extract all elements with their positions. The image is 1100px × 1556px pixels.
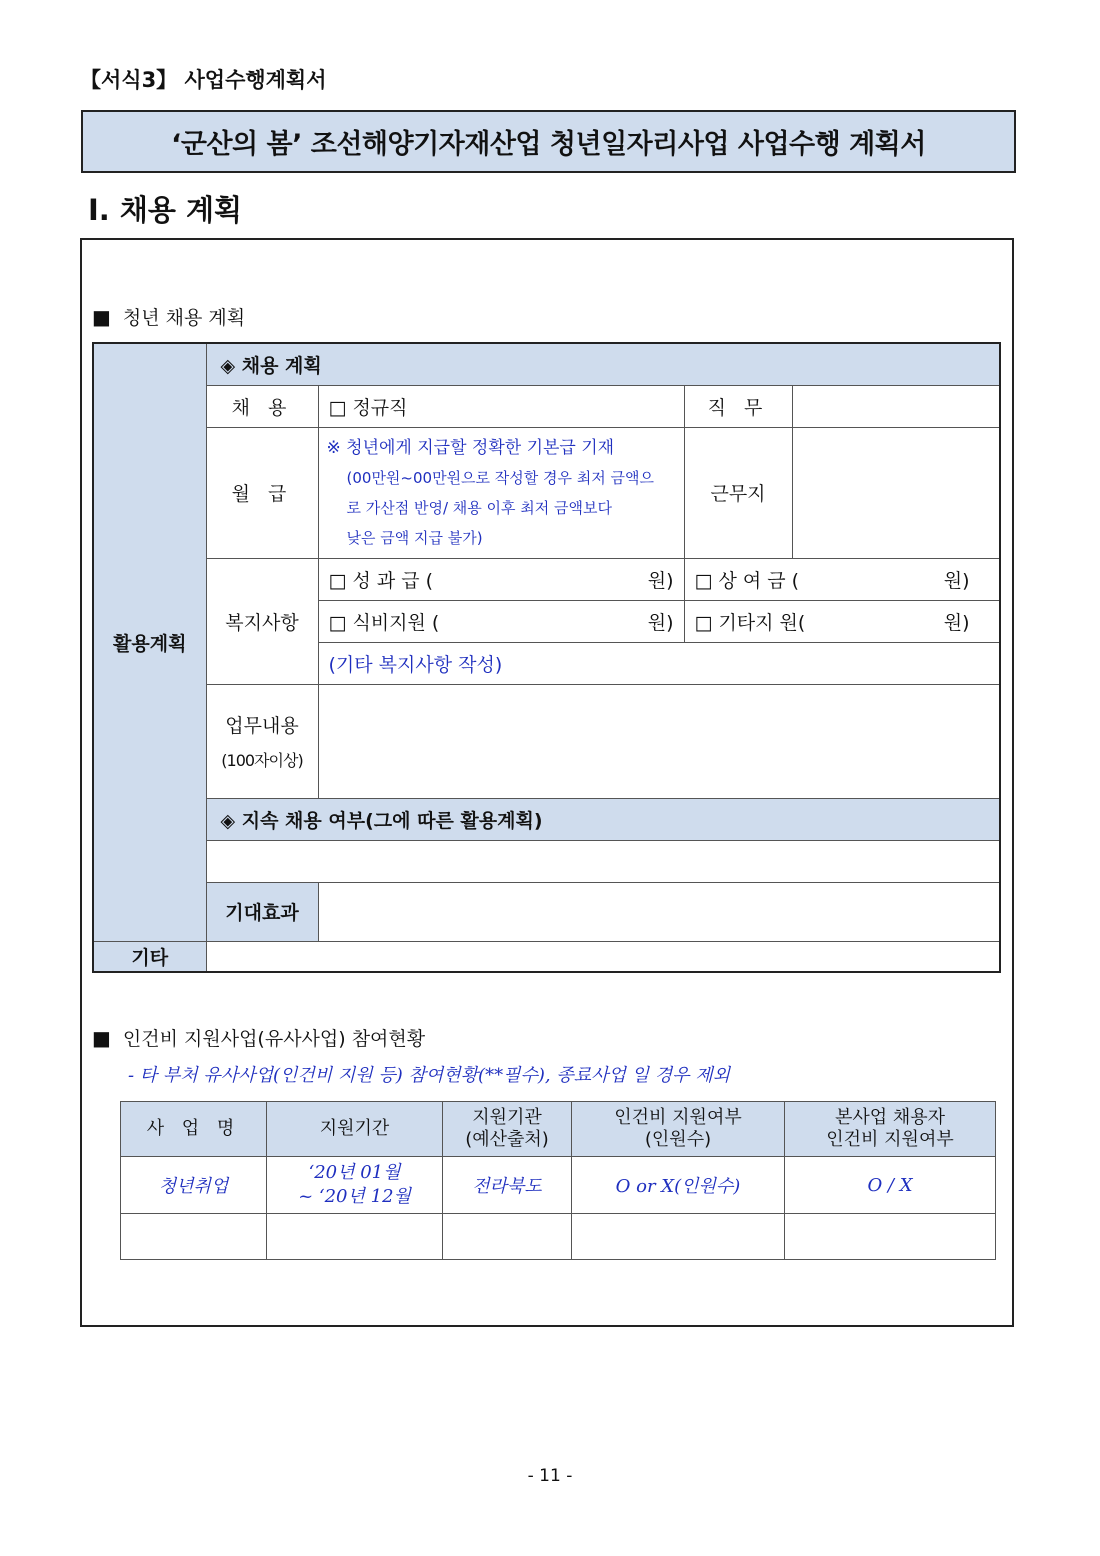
support-subheading-text: 인건비 지원사업(유사사업) 참여현황 xyxy=(122,1028,426,1050)
example-period[interactable] xyxy=(267,1157,443,1214)
header-agency xyxy=(443,1102,572,1157)
continued-hiring-header: ◈ 지속 채용 여부(그에 따른 활용계획) xyxy=(206,798,1000,840)
duties-sub-label: (100자이상) xyxy=(221,751,303,770)
header-line: 지원기관 xyxy=(472,1107,542,1128)
header-this-project xyxy=(785,1102,996,1157)
empty-cell[interactable] xyxy=(267,1214,443,1260)
permanent-option: 정규직 xyxy=(352,396,408,419)
empty-cell[interactable] xyxy=(443,1214,572,1260)
expected-effect-label: 기대효과 xyxy=(206,882,318,941)
welfare-label-text: 상 여 금 ( xyxy=(718,569,800,592)
salary-note-line: 낮은 금액 지급 불가) xyxy=(346,528,483,547)
page-number: - 11 - xyxy=(527,1466,573,1486)
etc-label: 기타 xyxy=(93,941,206,972)
example-labor-support[interactable]: O or X(인원수) xyxy=(572,1157,785,1214)
support-table xyxy=(120,1101,996,1260)
salary-note-line: (00만원~00만원으로 작성할 경우 최저 금액으 xyxy=(346,468,655,487)
period-end: ~ ‘20년 12월 xyxy=(298,1186,411,1207)
header-support-period xyxy=(267,1102,443,1157)
header-project-name xyxy=(121,1102,267,1157)
workplace-input[interactable] xyxy=(792,427,1000,558)
expected-effect-input[interactable] xyxy=(318,882,1000,941)
welfare-label-text: 식비지원 ( xyxy=(352,611,440,634)
header-line: 인건비 지원여부 xyxy=(614,1107,742,1128)
welfare-label-text: 기타지 원( xyxy=(718,611,806,634)
duties-label-text: 업무내용 xyxy=(225,715,299,737)
checkbox-icon[interactable]: □ xyxy=(328,611,347,634)
square-bullet-icon: ■ xyxy=(92,305,111,329)
continued-hiring-input[interactable] xyxy=(206,840,1000,882)
hire-type-label: 채 용 xyxy=(206,385,318,427)
example-this-project[interactable]: O / X xyxy=(785,1157,996,1214)
square-bullet-icon: ■ xyxy=(92,1026,111,1050)
welfare-other-cell[interactable] xyxy=(684,600,1000,642)
header-line: 본사업 채용자 xyxy=(834,1107,946,1128)
hiring-plan-table xyxy=(92,342,1001,973)
empty-cell[interactable] xyxy=(572,1214,785,1260)
period-start: ‘20년 01월 xyxy=(308,1162,401,1183)
won-unit: 원) xyxy=(943,611,970,634)
welfare-other-note[interactable]: (기타 복지사항 작성) xyxy=(318,642,1000,684)
hiring-subheading-text: 청년 채용 계획 xyxy=(122,307,246,329)
usage-plan-label: 활용계획 xyxy=(93,343,206,941)
header-labor-support xyxy=(572,1102,785,1157)
job-label: 직 무 xyxy=(684,385,792,427)
welfare-bonus-cell[interactable] xyxy=(318,558,684,600)
duties-input[interactable] xyxy=(318,684,1000,798)
header-line: (인원수) xyxy=(644,1129,712,1150)
welfare-label: 복지사항 xyxy=(206,558,318,684)
support-note: - 타 부처 유사사업(인건비 지원 등) 참여현황(**필수), 종료사업 일 경우 제외 xyxy=(128,1065,730,1086)
salary-note[interactable] xyxy=(318,427,684,558)
hire-type-cell[interactable] xyxy=(318,385,684,427)
won-unit: 원) xyxy=(647,611,674,634)
form-label: 【서식3】 사업수행계획서 xyxy=(80,68,327,92)
hiring-subheading xyxy=(92,303,245,330)
empty-cell[interactable] xyxy=(121,1214,267,1260)
won-unit: 원) xyxy=(647,569,674,592)
job-input[interactable] xyxy=(792,385,1000,427)
checkbox-icon[interactable]: □ xyxy=(694,569,713,592)
checkbox-icon[interactable]: □ xyxy=(328,396,347,419)
welfare-meal-cell[interactable] xyxy=(318,600,684,642)
checkbox-icon[interactable]: □ xyxy=(694,611,713,634)
header-line: 인건비 지원여부 xyxy=(826,1129,954,1150)
example-project-name[interactable]: 청년취업 xyxy=(121,1157,267,1214)
salary-label: 월 급 xyxy=(206,427,318,558)
section-heading: Ⅰ. 채용 계획 xyxy=(88,193,243,227)
etc-input[interactable] xyxy=(206,941,1000,972)
duties-label xyxy=(206,684,318,798)
won-unit: 원) xyxy=(943,569,970,592)
workplace-label: 근무지 xyxy=(684,427,792,558)
support-subheading xyxy=(92,1024,425,1051)
plan-header: ◈ 채용 계획 xyxy=(206,343,1000,385)
example-agency[interactable]: 전라북도 xyxy=(443,1157,572,1214)
welfare-label-text: 성 과 급 ( xyxy=(352,569,434,592)
checkbox-icon[interactable]: □ xyxy=(328,569,347,592)
header-line: (예산출처) xyxy=(465,1129,549,1150)
document-title: ‘군산의 봄’ 조선해양기자재산업 청년일자리사업 사업수행 계획서 xyxy=(81,110,1016,173)
header-line: 지원기간 xyxy=(319,1118,390,1139)
header-line: 사 업 명 xyxy=(146,1118,241,1139)
salary-note-line: ※ 청년에게 지급할 정확한 기본급 기재 xyxy=(326,437,615,458)
salary-note-line: 로 가산점 반영/ 채용 이후 최저 금액보다 xyxy=(346,498,613,517)
empty-cell[interactable] xyxy=(785,1214,996,1260)
welfare-incentive-cell[interactable] xyxy=(684,558,1000,600)
